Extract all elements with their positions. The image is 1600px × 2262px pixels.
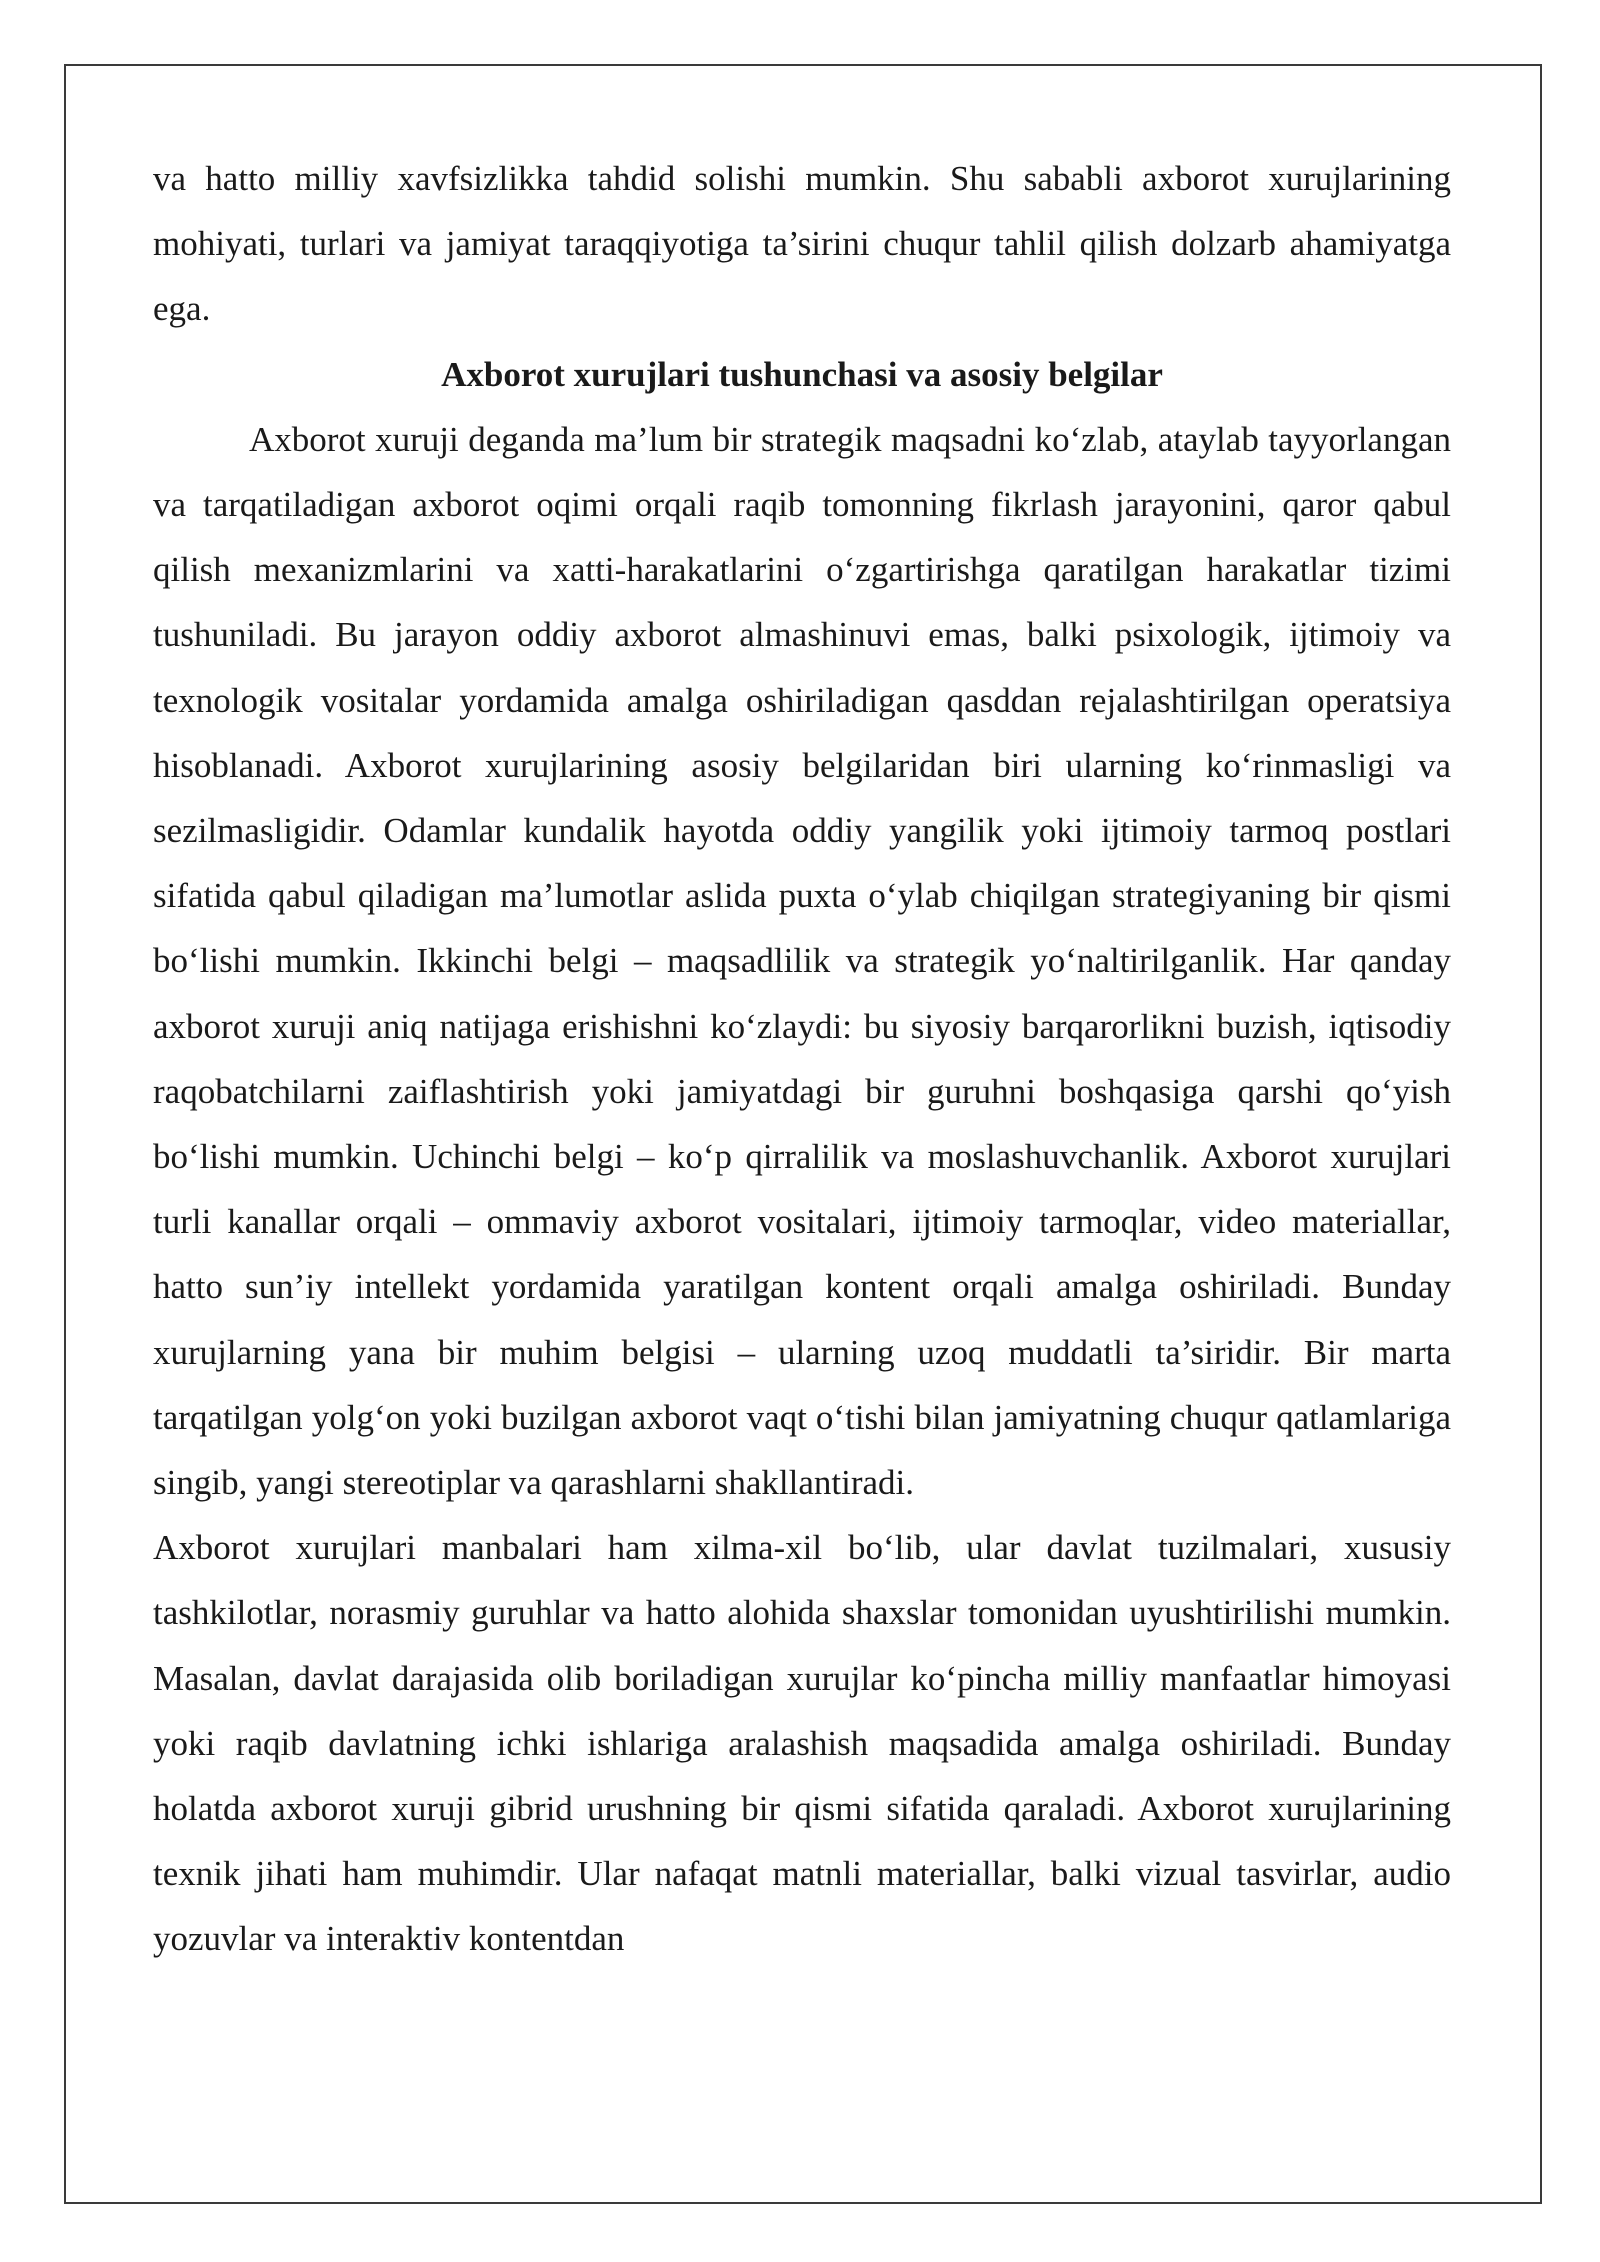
paragraph-continuation: va hatto milliy xavfsizlikka tahdid solishi mumkin. Shu sababli axborot xurujlarining mohiyati, turlari va jamiyat taraqqiyotiga ta’sirini chuqur tahlil qilish dolzarb ahamiyatga ega. (153, 159, 1451, 329)
section-heading: Axborot xurujlari tushunchasi va asosiy belgilar (441, 354, 1163, 394)
document-body (153, 146, 1451, 1972)
paragraph-1: Axborot xuruji deganda ma’lum bir strategik maqsadni ko‘zlab, ataylab tayyorlangan va tarqatiladigan axborot oqimi orqali raqib tomonning fikrlash jarayonini, qaror qabul qilish mexanizmlarini va xatti-harakatlarini o‘zgartirishga qaratilgan harakatlar tizimi tushuniladi. Bu jarayon oddiy axborot almashinuvi emas, balki psixologik, ijtimoiy va texnologik vositalar yordamida amalga oshiriladigan qasddan rejalashtirilgan operatsiya hisoblanadi. Axborot xurujlarining asosiy belgilaridan biri ularning ko‘rinmasligi va sezilmasligidir. Odamlar kundalik hayotda oddiy yangilik yoki ijtimoiy tarmoq postlari sifatida qabul qiladigan ma’lumotlar aslida puxta o‘ylab chiqilgan strategiyaning bir qismi bo‘lishi mumkin. Ikkinchi belgi – maqsadlilik va strategik yo‘naltirilganlik. Har qanday axborot xuruji aniq natijaga erishishni ko‘zlaydi: bu siyosiy barqarorlikni buzish, iqtisodiy raqobatchilarni zaiflashtirish yoki jamiyatdagi bir guruhni boshqasiga qarshi qo‘yish bo‘lishi mumkin. Uchinchi belgi – ko‘p qirralilik va moslashuvchanlik. Axborot xurujlari turli kanallar orqali – ommaviy axborot vositalari, ijtimoiy tarmoqlar, video materiallar, hatto sun’iy intellekt yordamida yaratilgan kontent orqali amalga oshiriladi. Bunday xurujlarning yana bir muhim belgisi – ularning uzoq muddatli ta’siridir. Bir marta tarqatilgan yolg‘on yoki buzilgan axborot vaqt o‘tishi bilan jamiyatning chuqur qatlamlariga singib, yangi stereotiplar va qarashlarni shakllantiradi. (153, 419, 1451, 1503)
paragraph-2: Axborot xurujlari manbalari ham xilma-xil bo‘lib, ular davlat tuzilmalari, xususiy tashkilotlar, norasmiy guruhlar va hatto alohida shaxslar tomonidan uyushtirilishi mumkin. Masalan, davlat darajasida olib boriladigan xurujlar ko‘pincha milliy manfaatlar himoyasi yoki raqib davlatning ichki ishlariga aralashish maqsadida amalga oshiriladi. Bunday holatda axborot xuruji gibrid urushning bir qismi sifatida qaraladi. Axborot xurujlarining texnik jihati ham muhimdir. Ular nafaqat matnli materiallar, balki vizual tasvirlar, audio yozuvlar va interaktiv kontentdan (153, 1528, 1451, 1959)
